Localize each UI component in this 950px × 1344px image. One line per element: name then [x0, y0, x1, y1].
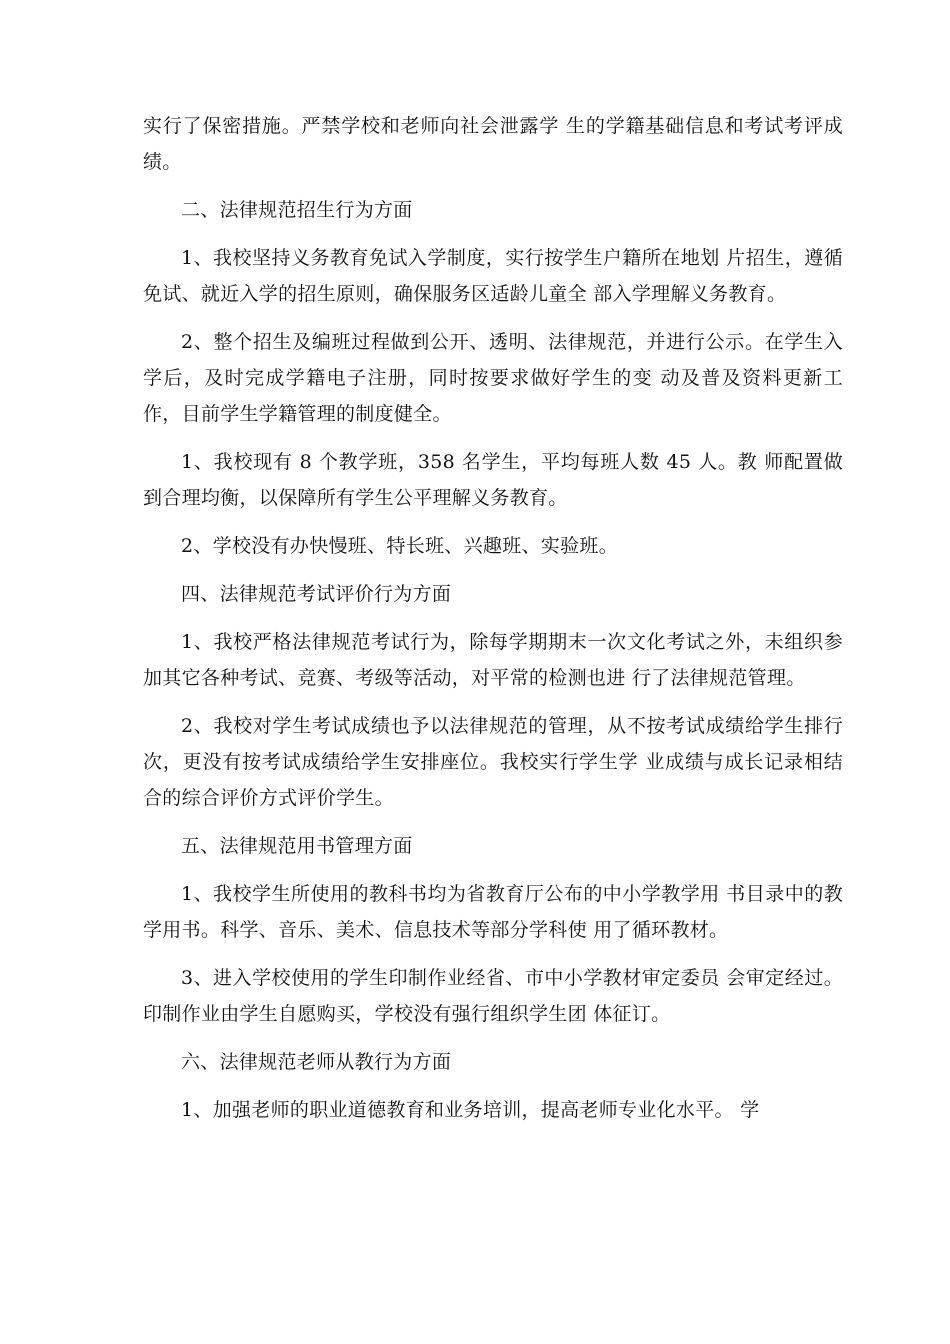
section-heading-exam: 四、法律规范考试评价行为方面: [181, 583, 452, 605]
document-body: [143, 108, 843, 1140]
paragraph-continuation: 实行了保密措施。严禁学校和老师向社会泄露学 生的学籍基础信息和考试考评成绩。: [143, 115, 843, 173]
paragraph-exam-2: 2、我校对学生考试成绩也予以法律规范的管理，从不按考试成绩给学生排行次，更没有按考试成绩给学生安排座位。我校实行学生学 业成绩与成长记录相结合的综合评价方式评价学生。: [143, 715, 843, 809]
section-heading-enrollment: 二、法律规范招生行为方面: [181, 199, 413, 221]
paragraph-teacher-1: 1、加强老师的职业道德教育和业务培训，提高老师专业化水平。 学: [181, 1099, 760, 1121]
section-heading-teacher: 六、法律规范老师从教行为方面: [181, 1051, 452, 1073]
paragraph-class-2: 2、学校没有办快慢班、特长班、兴趣班、实验班。: [181, 535, 618, 557]
paragraph-exam-1: 1、我校严格法律规范考试行为，除每学期期末一次文化考试之外，未组织参加其它各种考试、竞赛、考级等活动，对平常的检测也进 行了法律规范管理。: [143, 631, 843, 689]
paragraph-enrollment-1: 1、我校坚持义务教育免试入学制度，实行按学生户籍所在地划 片招生，遵循免试、就近入学的招生原则，确保服务区适龄儿童全 部入学理解义务教育。: [143, 247, 843, 305]
section-heading-books: 五、法律规范用书管理方面: [181, 835, 413, 857]
paragraph-books-3: 3、进入学校使用的学生印制作业经省、市中小学教材审定委员 会审定经过。印制作业由学生自愿购买，学校没有强行组织学生团 体征订。: [143, 967, 843, 1025]
paragraph-books-1: 1、我校学生所使用的教科书均为省教育厅公布的中小学教学用 书目录中的教学用书。科学、音乐、美术、信息技术等部分学科使 用了循环教材。: [143, 883, 843, 941]
paragraph-enrollment-2: 2、整个招生及编班过程做到公开、透明、法律规范，并进行公示。在学生入学后，及时完成学籍电子注册，同时按要求做好学生的变 动及普及资料更新工作，目前学生学籍管理的制度健全。: [143, 331, 843, 425]
paragraph-class-1: 1、我校现有 8 个教学班，358 名学生，平均每班人数 45 人。教 师配置做到合理均衡，以保障所有学生公平理解义务教育。: [143, 451, 843, 509]
